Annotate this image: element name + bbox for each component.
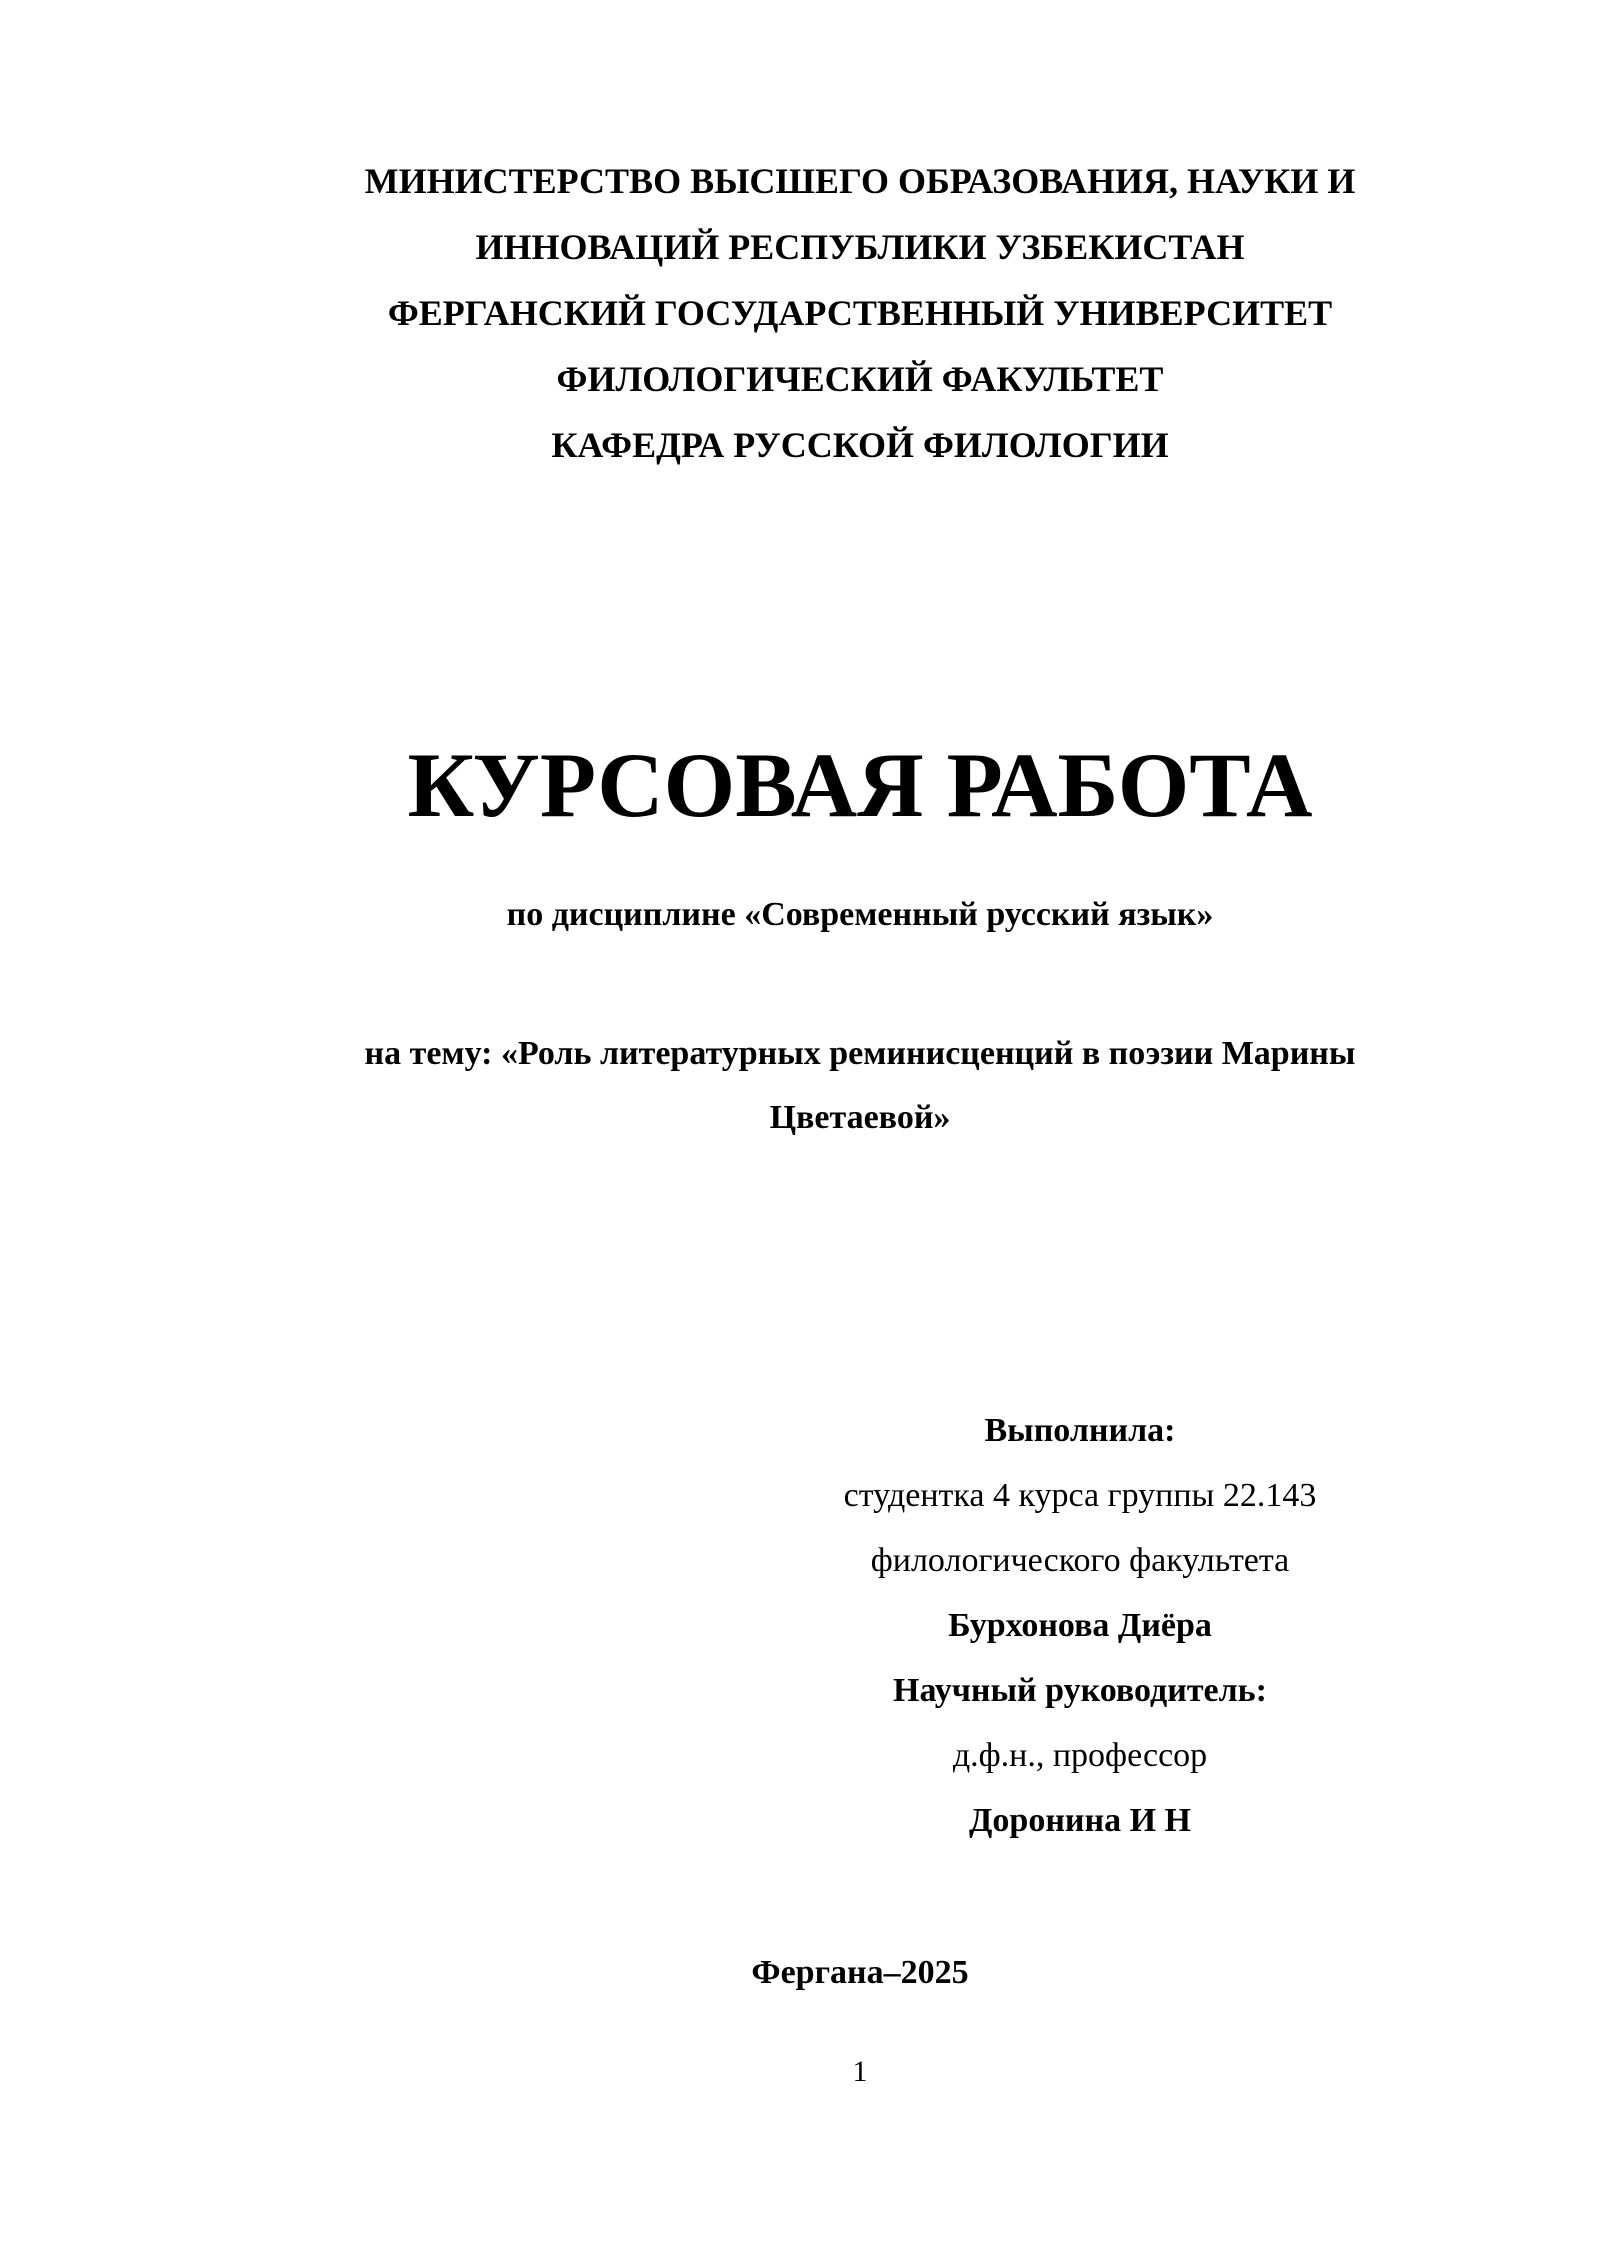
topic-line-1: на тему: «Роль литературных реминисценций в поэзии Марины <box>364 1035 1356 1072</box>
page-number: 1 <box>852 2055 868 2088</box>
student-course-line: студентка 4 курса группы 22.143 <box>843 1477 1317 1514</box>
document-title: КУРСОВАЯ РАБОТА <box>407 734 1313 836</box>
header-line-ministry-2: ИННОВАЦИЙ РЕСПУБЛИКИ УЗБЕКИСТАН <box>475 227 1245 267</box>
signature-block <box>760 1398 1400 1853</box>
header-line-university: ФЕРГАНСКИЙ ГОСУДАРСТВЕННЫЙ УНИВЕРСИТЕТ <box>387 293 1333 333</box>
student-faculty-line: филологического факультета <box>870 1542 1290 1579</box>
topic-line-2: Цветаевой» <box>769 1099 951 1136</box>
student-name: Бурхонова Диёра <box>948 1607 1212 1644</box>
discipline-line: по дисциплине «Современный русский язык» <box>506 896 1214 933</box>
topic <box>0 1022 1600 1150</box>
header-line-faculty: ФИЛОЛОГИЧЕСКИЙ ФАКУЛЬТЕТ <box>556 359 1164 399</box>
supervisor-degree: д.ф.н., профессор <box>952 1737 1208 1774</box>
supervisor-label: Научный руководитель: <box>893 1672 1267 1709</box>
performed-label: Выполнила: <box>984 1412 1176 1449</box>
supervisor-name: Доронина И Н <box>969 1802 1191 1839</box>
institution-header <box>0 148 1600 478</box>
header-line-ministry-1: МИНИСТЕРСТВО ВЫСШЕГО ОБРАЗОВАНИЯ, НАУКИ И <box>364 161 1356 201</box>
city-year: Фергана–2025 <box>751 1954 969 1991</box>
header-line-department: КАФЕДРА РУССКОЙ ФИЛОЛОГИИ <box>551 425 1169 465</box>
